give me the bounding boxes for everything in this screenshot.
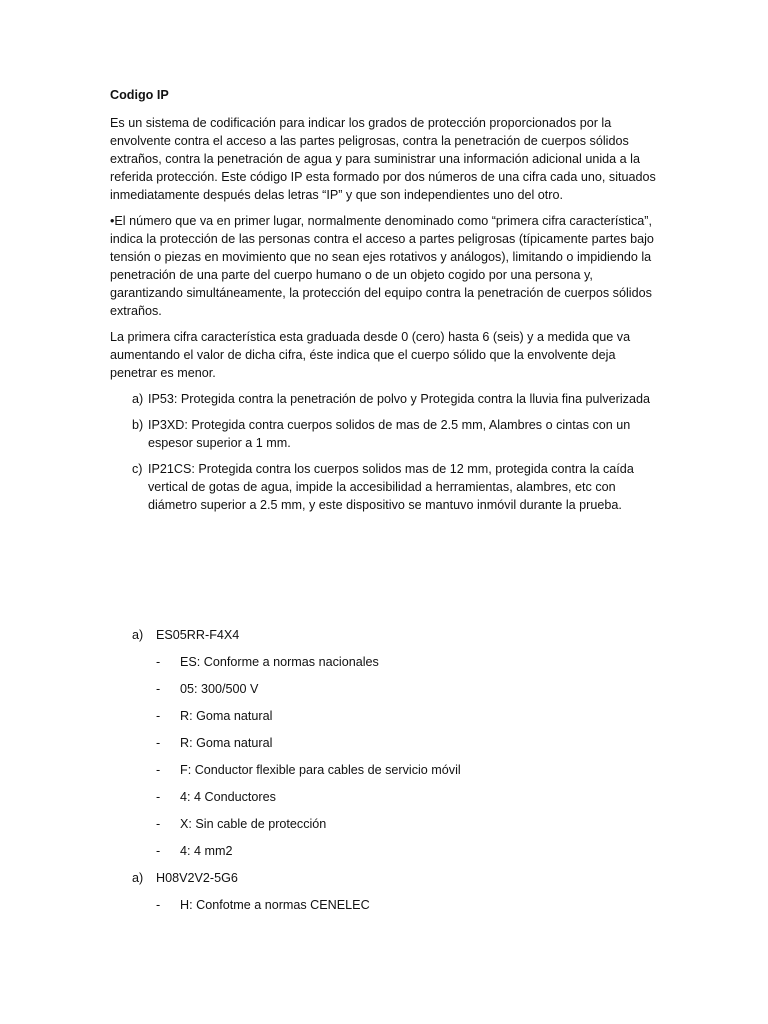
- breakdown-item: [156, 707, 662, 725]
- document-page: [110, 86, 662, 923]
- breakdown-text: ES: Conforme a normas nacionales: [180, 655, 379, 669]
- dash-marker: -: [156, 844, 161, 858]
- paragraph-intro: Es un sistema de codificación para indicar los grados de protección proporcionados por la envolvente contra el acceso a las partes peligrosas, contra la penetración de cuerpos sólidos extraños, contra la penetración de agua y para suministrar una información adicional unida a la referida protección. Este código IP esta formado por dos números de una cifra cada uno, situados inmediatamente después delas letras “IP” y que son independientes uno del otro.: [110, 116, 656, 202]
- list-marker: a): [132, 628, 144, 642]
- list-item: [110, 390, 662, 408]
- list-marker: c): [132, 462, 143, 476]
- list-marker: a): [132, 392, 144, 406]
- dash-marker: -: [156, 763, 161, 777]
- dash-marker: -: [156, 817, 161, 831]
- breakdown-item: [156, 680, 662, 698]
- dash-marker: -: [156, 655, 161, 669]
- document-title: Codigo IP: [110, 88, 169, 102]
- breakdown-text: 4: 4 Conductores: [180, 790, 276, 804]
- breakdown-text: R: Goma natural: [180, 736, 273, 750]
- cable-codes-list: [110, 626, 662, 914]
- list-item-text: IP21CS: Protegida contra los cuerpos solidos mas de 12 mm, protegida contra la caída vertical de gotas de agua, impide la accesibilidad a herramientas, alambres, etc con diámetro superior a 2.5 mm, y este dispositivo se mantuvo inmóvil durante la prueba.: [148, 462, 634, 512]
- paragraph-first-digit: •El número que va en primer lugar, normalmente denominado como “primera cifra característica”, indica la protección de las personas contra el acceso a partes peligrosas (típicamente partes bajo tensión o piezas en movimiento que no sean ejes rotativos y análogos), limitando o impidiendo la penetración de una parte del cuerpo humano o de un objeto cogido por una persona y, garantizando simultáneamente, la protección del equipo contra la penetración de cuerpos sólidos extraños.: [110, 214, 654, 318]
- breakdown-text: 05: 300/500 V: [180, 682, 259, 696]
- list-item: [110, 460, 662, 514]
- breakdown-item: [156, 815, 662, 833]
- breakdown-item: [156, 761, 662, 779]
- dash-marker: -: [156, 682, 161, 696]
- cable-code-breakdown: [156, 653, 662, 860]
- breakdown-item: [156, 842, 662, 860]
- breakdown-text: 4: 4 mm2: [180, 844, 233, 858]
- list-item: [110, 416, 662, 452]
- ip-examples-list: [110, 390, 662, 514]
- dash-marker: -: [156, 790, 161, 804]
- breakdown-item: [156, 896, 662, 914]
- breakdown-text: R: Goma natural: [180, 709, 273, 723]
- breakdown-item: [156, 653, 662, 671]
- breakdown-text: X: Sin cable de protección: [180, 817, 327, 831]
- breakdown-item: [156, 788, 662, 806]
- cable-code-item: [110, 626, 662, 860]
- cable-code-item: [110, 869, 662, 914]
- cable-code: ES05RR-F4X4: [156, 628, 240, 642]
- dash-marker: -: [156, 736, 161, 750]
- dash-marker: -: [156, 898, 161, 912]
- list-marker: a): [132, 871, 144, 885]
- breakdown-item: [156, 734, 662, 752]
- breakdown-text: H: Confotme a normas CENELEC: [180, 898, 370, 912]
- list-item-text: IP53: Protegida contra la penetración de polvo y Protegida contra la lluvia fina pulverizada: [148, 392, 650, 406]
- list-marker: b): [132, 418, 144, 432]
- breakdown-text: F: Conductor flexible para cables de servicio móvil: [180, 763, 461, 777]
- dash-marker: -: [156, 709, 161, 723]
- cable-code: H08V2V2-5G6: [156, 871, 238, 885]
- blank-space: [110, 522, 662, 626]
- paragraph-graduation: La primera cifra característica esta graduada desde 0 (cero) hasta 6 (seis) y a medida que va aumentando el valor de dicha cifra, éste indica que el cuerpo sólido que la envolvente deja penetrar es menor.: [110, 330, 631, 380]
- list-item-text: IP3XD: Protegida contra cuerpos solidos de mas de 2.5 mm, Alambres o cintas con un espesor superior a 1 mm.: [148, 418, 631, 450]
- cable-code-breakdown: [156, 896, 662, 914]
